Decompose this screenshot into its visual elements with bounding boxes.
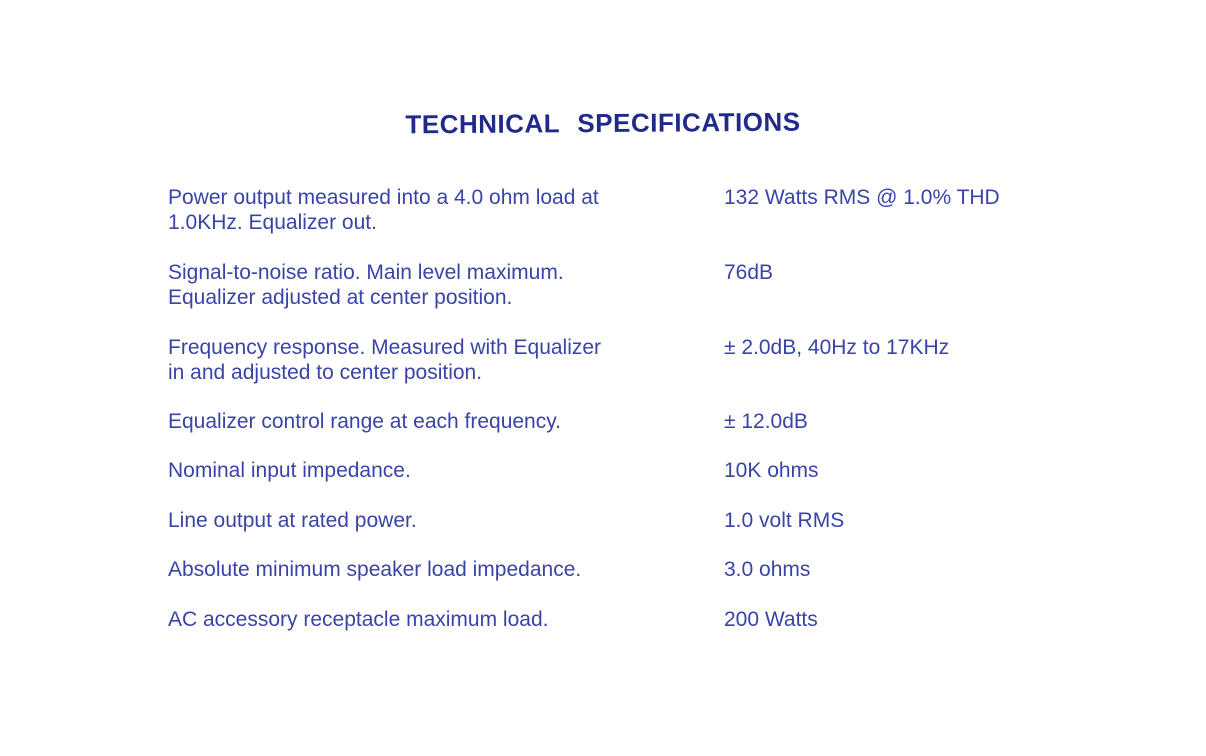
spec-label: AC accessory receptacle maximum load.: [168, 608, 549, 631]
spec-value: ± 2.0dB, 40Hz to 17KHz: [724, 336, 950, 359]
page-title: TECHNICAL SPECIFICATIONS: [405, 106, 801, 140]
spec-value: 76dB: [724, 261, 774, 284]
spec-label: Absolute minimum speaker load impedance.: [168, 558, 582, 581]
spec-label: Equalizer control range at each frequency.: [168, 410, 562, 433]
spec-value: 1.0 volt RMS: [724, 509, 845, 532]
spec-value: 132 Watts RMS @ 1.0% THD: [724, 186, 1000, 209]
spec-label: Nominal input impedance.: [168, 459, 411, 482]
spec-value: 10K ohms: [724, 459, 819, 482]
spec-label: Line output at rated power.: [168, 509, 417, 532]
spec-label: Power output measured into a 4.0 ohm load at 1.0KHz. Equalizer out.: [168, 186, 599, 234]
spec-label: Signal-to-noise ratio. Main level maximum. Equalizer adjusted at center position.: [168, 261, 564, 309]
spec-label: Frequency response. Measured with Equalizer in and adjusted to center position.: [168, 336, 602, 384]
spec-value: 200 Watts: [724, 608, 818, 631]
spec-value: 3.0 ohms: [724, 558, 811, 581]
spec-value: ± 12.0dB: [724, 410, 808, 433]
